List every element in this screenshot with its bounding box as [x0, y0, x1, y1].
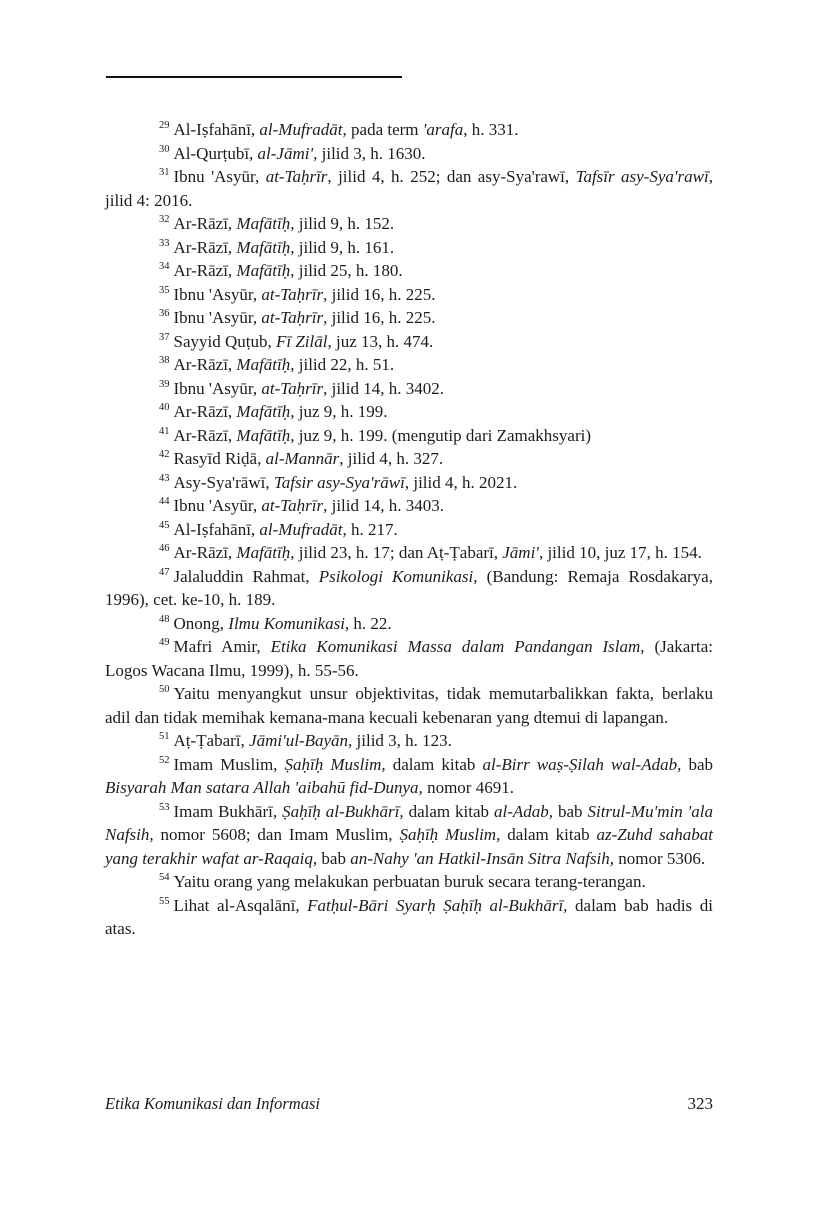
footnotes-section: [105, 118, 713, 941]
footnote-item-55: [105, 894, 713, 941]
footnote-item-36: [105, 306, 713, 330]
footnote-text: Mafri Amir,: [173, 637, 271, 656]
footnote-item-37: [105, 330, 713, 354]
footnote-text: dalam kitab: [500, 825, 597, 844]
footnote-text-italic: Jāmi'ul-Bayān,: [249, 731, 353, 750]
footnote-text: , jilid 3, h. 1630.: [313, 143, 426, 163]
running-footer-book-title: Etika Komunikasi dan Informasi: [105, 1094, 320, 1113]
footnote-item-33: [105, 236, 713, 260]
footnote-text: , jilid 14, h. 3402.: [323, 378, 444, 398]
footnote-item-53: [105, 800, 713, 871]
footnote-text: Aṭ-Ṭabarī,: [173, 731, 250, 750]
footnote-text: Yaitu menyangkut unsur objektivitas, tidak memutarbalikkan fakta, berlaku adil dan tidak memihak kemana-mana kecuali kebenaran yang dtemui di lapangan.: [105, 684, 713, 727]
footnote-text-italic: Mafātīḥ: [236, 402, 291, 421]
footnote-text-italic: Psikologi Komunikasi,: [318, 566, 478, 586]
footnote-number: 42: [159, 449, 170, 461]
footnote-text: Al-Iṣfahānī,: [173, 519, 260, 539]
footnote-item-47: [105, 565, 713, 612]
footnote-item-32: [105, 212, 713, 236]
footnote-text: Al-Qurṭubī,: [173, 143, 258, 163]
footnote-separator-rule: [106, 76, 402, 78]
footnote-text-italic: at-Taḥrīr: [261, 284, 324, 304]
footnote-text: , juz 9, h. 199.: [290, 402, 388, 421]
footnote-number: 41: [159, 425, 170, 437]
footnote-text-italic: Sitrul-Mu'min 'ala Nafsih,: [105, 801, 714, 844]
footnote-text: nomor 5306.: [614, 848, 706, 868]
footnote-text-italic: az-Zuhd sahabat yang terakhir wafat ar-Raqaiq,: [105, 825, 713, 868]
footnote-text-italic: al-Mannār: [265, 449, 340, 468]
footnote-number: 36: [159, 308, 170, 320]
footnote-text: Lihat al-Asqalānī,: [173, 895, 308, 915]
footnote-text: , juz 9, h. 199. (mengutip dari Zamakhsyari): [290, 425, 591, 445]
footnote-text: bab: [317, 848, 351, 868]
footnote-text: Al-Iṣfahānī,: [173, 120, 260, 139]
footnote-text: , jilid 22, h. 51.: [290, 355, 395, 374]
footnote-item-29: [105, 118, 713, 142]
footnote-text: , h. 331.: [463, 120, 519, 139]
footnote-text-italic: Mafātīḥ: [236, 355, 291, 374]
footnote-text-italic: al-Adab,: [494, 801, 554, 821]
footnote-item-43: [105, 471, 713, 495]
footnote-text: (Bandung: Remaja Rosdakarya, 1996), cet. ke-10, h. 189.: [105, 566, 713, 609]
footnote-text: , jilid 9, h. 161.: [290, 237, 395, 257]
footnote-text-italic: Mafātīḥ: [236, 261, 291, 280]
footnote-number: 38: [159, 355, 170, 367]
footnote-text-italic: at-Taḥrīr: [261, 378, 324, 398]
footnote-number: 44: [159, 496, 170, 508]
footnote-text: Rasyīd Riḍā,: [173, 449, 266, 468]
footnote-text: Asy-Sya'rāwī,: [173, 472, 274, 492]
footnote-text-italic: Mafātīḥ: [236, 425, 291, 445]
footnote-text: Ibnu 'Asyūr,: [173, 284, 262, 304]
footnote-text-italic: at-Taḥrīr: [261, 496, 324, 515]
footnote-text: Ar-Rāzī,: [173, 214, 237, 233]
footnote-number: 33: [159, 237, 170, 249]
footnote-text-italic: al-Mufradāt: [259, 120, 343, 139]
footnote-text: Ar-Rāzī,: [173, 261, 237, 280]
footnote-text-italic: al-Jāmi': [257, 143, 314, 163]
footnote-number: 53: [159, 801, 170, 813]
footnote-number: 50: [159, 684, 170, 696]
page-number: 323: [687, 1094, 713, 1113]
footnote-text: dalam kitab: [403, 801, 494, 821]
footnote-item-34: [105, 259, 713, 283]
footnote-number: 30: [159, 143, 170, 155]
footnote-number: 43: [159, 472, 170, 484]
footnote-text: , jilid 25, h. 180.: [290, 261, 403, 280]
footnote-text: jilid 3, h. 123.: [352, 731, 452, 750]
footnote-item-35: [105, 283, 713, 307]
footnote-item-30: [105, 142, 713, 166]
footnote-item-50: [105, 682, 713, 729]
footnote-item-54: [105, 870, 713, 894]
footnote-item-41: [105, 424, 713, 448]
footnote-text: , jilid 9, h. 152.: [290, 214, 395, 233]
footnote-number: 55: [159, 895, 170, 907]
footnote-text: Ibnu 'Asyūr,: [173, 167, 266, 186]
footnote-text: bab: [681, 754, 713, 774]
footnote-text: dalam bab hadis di atas.: [105, 895, 713, 938]
footnote-number: 35: [159, 284, 170, 296]
footnote-number: 45: [159, 519, 170, 531]
footnote-text: , jilid 4, h. 2021.: [404, 472, 518, 492]
footnote-item-45: [105, 518, 713, 542]
footnote-number: 52: [159, 754, 170, 766]
footnote-text: Jalaluddin Rahmat,: [173, 566, 319, 586]
footnote-text-italic: Mafātīḥ: [236, 214, 291, 233]
footnote-text: , jilid 16, h. 225.: [323, 284, 436, 304]
footnote-number: 51: [159, 731, 170, 743]
footnote-text: , juz 13, h. 474.: [327, 331, 434, 351]
footnote-item-46: [105, 541, 713, 565]
footnote-text-italic: Etika Komunikasi Massa dalam Pandangan Islam,: [270, 637, 645, 656]
footnote-text: , jilid 4, h. 327.: [339, 449, 444, 468]
footnote-number: 48: [159, 613, 170, 625]
footnote-item-31: [105, 165, 713, 212]
footnote-text: , pada term: [342, 120, 423, 139]
footnote-text: Ar-Rāzī,: [173, 425, 237, 445]
footnote-number: 39: [159, 378, 170, 390]
footnote-text: Ibnu 'Asyūr,: [173, 496, 262, 515]
footnote-number: 32: [159, 214, 170, 226]
footnote-text: Imam Bukhārī,: [173, 801, 283, 821]
footnote-text-italic: Fī Zilāl: [275, 331, 328, 351]
footnote-text: dalam kitab: [385, 754, 483, 774]
footnote-text-italic: Mafātīḥ: [236, 237, 291, 257]
footnote-text-italic: Tafsir asy-Sya'rāwī: [273, 472, 405, 492]
footnote-text-italic: Fatḥul-Bāri Syarḥ Ṣaḥīḥ al-Bukhārī,: [307, 895, 568, 915]
footnote-text: , jilid 4: 2016.: [105, 167, 713, 210]
footnote-text-italic: Mafātīḥ: [236, 543, 291, 562]
footnote-text: Yaitu orang yang melakukan perbuatan buruk secara terang-terangan.: [173, 872, 646, 891]
footnote-text: nomor 5608; dan Imam Muslim,: [153, 825, 400, 844]
footnote-text: , jilid 10, juz 17, h. 154.: [538, 543, 702, 562]
footnote-text-italic: al-Birr waṣ-Ṣilah wal-Adab,: [482, 754, 682, 774]
footnote-item-44: [105, 494, 713, 518]
footnote-text: Ibnu 'Asyūr,: [173, 378, 262, 398]
footnote-number: 49: [159, 637, 170, 649]
footnote-number: 29: [159, 120, 170, 132]
footnote-text-italic: Bisyarah Man satara Allah 'aibahū fid-Dunya,: [105, 778, 423, 797]
footnote-text-italic: at-Taḥrīr: [265, 167, 328, 186]
footnote-item-38: [105, 353, 713, 377]
footnote-item-48: [105, 612, 713, 636]
footnote-text-italic: an-Nahy 'an Hatkil-Insān Sitra Nafsih,: [350, 848, 615, 868]
footnote-text: , jilid 16, h. 225.: [323, 308, 436, 327]
footnote-text: , jilid 23, h. 17; dan Aṭ-Ṭabarī,: [290, 543, 503, 562]
footnote-text-italic: Ṣaḥīḥ Muslim,: [399, 825, 501, 844]
footnote-number: 47: [159, 566, 170, 578]
footnote-text-italic: Ilmu Komunikasi,: [228, 613, 350, 633]
footnote-text: bab: [553, 801, 588, 821]
footnote-text: Imam Muslim,: [173, 754, 285, 774]
footnote-text: , jilid 14, h. 3403.: [323, 496, 444, 515]
footnote-item-40: [105, 400, 713, 424]
footnote-item-49: [105, 635, 713, 682]
footnote-text: Ar-Rāzī,: [173, 355, 237, 374]
footnote-item-51: [105, 729, 713, 753]
footnote-text-italic: Ṣaḥīḥ Muslim,: [284, 754, 386, 774]
footnote-text: Onong,: [173, 613, 229, 633]
footnote-text: , jilid 4, h. 252; dan asy-Sya'rawī,: [327, 167, 576, 186]
footnote-item-42: [105, 447, 713, 471]
footnote-number: 37: [159, 331, 170, 343]
footnote-text-italic: Tafsīr asy-Sya'rawī: [575, 167, 709, 186]
footnote-text: h. 22.: [349, 613, 392, 633]
footnote-number: 46: [159, 543, 170, 555]
footnote-text: nomor 4691.: [422, 778, 514, 797]
footnote-text: Ar-Rāzī,: [173, 543, 237, 562]
footnote-number: 54: [159, 872, 170, 884]
footnote-text-italic: at-Taḥrīr: [261, 308, 324, 327]
footnote-text: (Jakarta: Logos Wacana Ilmu, 1999), h. 55-56.: [105, 637, 713, 680]
footnote-text: Ibnu 'Asyūr,: [173, 308, 262, 327]
footnote-item-39: [105, 377, 713, 401]
footnote-text-italic: Jāmi': [502, 543, 539, 562]
footnote-text: , h. 217.: [342, 519, 398, 539]
footnote-item-52: [105, 753, 713, 800]
page-footer: [105, 1094, 713, 1114]
footnote-text-italic: 'arafa: [422, 120, 464, 139]
footnote-number: 34: [159, 261, 170, 273]
footnote-text: Ar-Rāzī,: [173, 237, 237, 257]
footnote-text-italic: al-Mufradāt: [259, 519, 343, 539]
footnote-text: Sayyid Quṭub,: [173, 331, 276, 351]
footnote-text-italic: Ṣaḥīḥ al-Bukhārī,: [282, 801, 404, 821]
footnote-number: 31: [159, 167, 170, 179]
footnote-text: Ar-Rāzī,: [173, 402, 237, 421]
footnote-number: 40: [159, 402, 170, 414]
